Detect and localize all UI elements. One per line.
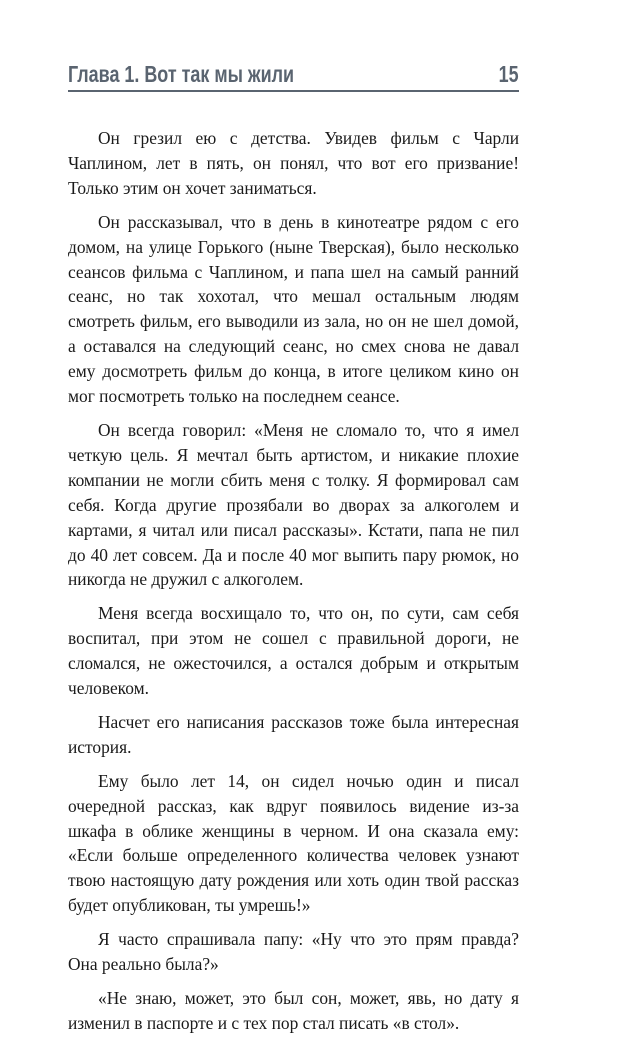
paragraph: Он всегда говорил: «Меня не сломало то, что я имел четкую цель. Я мечтал быть артистом, и никакие плохие компании не могли сбить меня с толку. Я формировал сам себя. Когда другие прозябали во дворах за алкоголем и картами, я читал или писал рассказы». Кстати, папа не пил до 40 лет совсем. Да и после 40 мог выпить пару рюмок, но никогда не дружил с алкоголем. bbox=[68, 419, 519, 590]
paragraph: Он грезил ею с детства. Увидев фильм с Чарли Чаплином, лет в пять, он понял, что вот его призвание! Только этим он хочет заниматься. bbox=[68, 128, 519, 198]
paragraph: Насчет его написания рассказов тоже была интересная история. bbox=[68, 711, 519, 757]
paragraph: Меня всегда восхищало то, что он, по сути, сам себя воспитал, при этом не сошел с правильной дороги, не сломался, не ожесточился, а остался добрым и открытым человеком. bbox=[68, 603, 519, 699]
paragraph: Я часто спрашивала папу: «Ну что это прям правда? Она реально была?» bbox=[68, 929, 519, 975]
header-rule bbox=[68, 90, 519, 92]
chapter-title: Глава 1. Вот так мы жили bbox=[68, 61, 295, 87]
page-number: 15 bbox=[499, 61, 519, 87]
page-header bbox=[68, 60, 519, 92]
paragraph: Ему было лет 14, он сидел ночью один и писал очередной рассказ, как вдруг появилось видение из-за шкафа в облике женщины в черном. И она сказала ему: «Если больше определенного количества человек узнают твою настоящую дату рождения или хоть один твой рассказ будет опубликован, ты умрешь!» bbox=[68, 770, 519, 916]
paragraph: «Не знаю, может, это был сон, может, явь, но дату я изменил в паспорте и с тех пор стал писать «в стол». bbox=[68, 988, 519, 1033]
body-text bbox=[68, 126, 519, 1045]
paragraph: Он рассказывал, что в день в кинотеатре рядом с его домом, на улице Горького (ныне Тверская), было несколько сеансов фильма с Чаплином, и папа шел на самый ранний сеанс, но так хохотал, что мешал остальным людям смотреть фильм, его выводили из зала, но он не шел домой, а оставался на следующий сеанс, но смех снова не давал ему досмотреть фильм до конца, в итоге целиком кино он мог посмотреть только на последнем сеансе. bbox=[68, 211, 519, 407]
